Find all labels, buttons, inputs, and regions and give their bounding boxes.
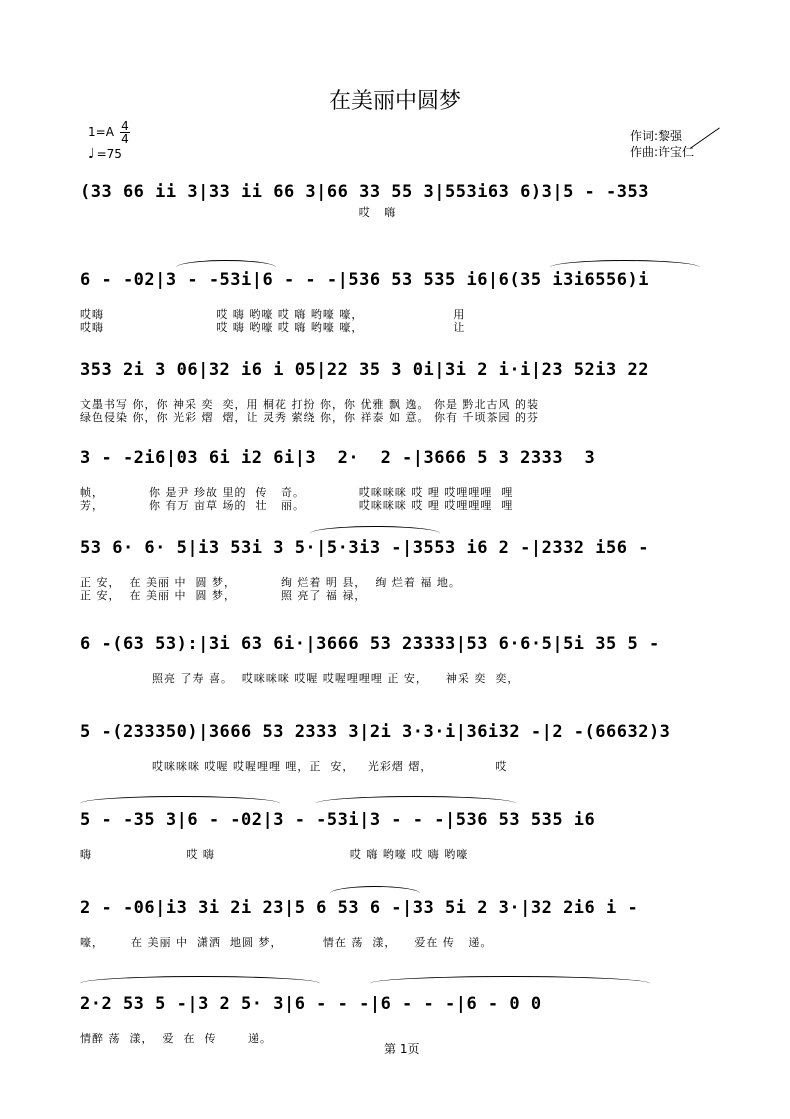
- notation-line: 5 - -35 3|6 - -02|3 - -53i|3 - - -|536 53 535 i6: [80, 810, 596, 830]
- notation-line: 53 6· 6· 5|i3 53i 3 5·|5·3i3 -|3553 i6 2 -|2332 i56 -: [80, 538, 649, 558]
- notation-line: 6 -(63 53):|3i 63 6i·|3666 53 23333|53 6·6·5|5i 35 5 -: [80, 634, 660, 654]
- lyric-line-1: 正 安， 在 美丽 中 圆 梦， 绚 烂着 明 县， 绚 烂着 福 地。: [80, 576, 461, 589]
- lyric-line-1: 照亮 了寿 喜。 哎咪咪咪 哎喔 哎喔哩哩哩 正 安， 神采 奕 奕，: [80, 672, 520, 685]
- lyric-line-2: 正 安， 在 美丽 中 圆 梦， 照 亮了 福 禄，: [80, 589, 367, 602]
- notation-line: 353 2i 3 06|32 i6 i 05|22 35 3 0i|3i 2 i·i|23 52i3 22: [80, 360, 649, 380]
- key-signature-block: [88, 120, 130, 162]
- key-label: 1=A: [88, 125, 114, 139]
- notation-line: 3 - -2i6|03 6i i2 6i|3 2· 2 -|3666 5 3 2333 3: [80, 448, 596, 468]
- notation-line: 6 - -02|3 - -53i|6 - - -|536 53 535 i6|6(35 i3i6556)i: [80, 270, 649, 290]
- notation-line: 5 -(233350)|3666 53 2333 3|2i 3·3·i|36i32 -|2 -(66632)3: [80, 722, 671, 742]
- lyric-line-2: 芳， 你 有万 亩草 场的 壮 丽。 哎咪咪咪 哎 哩 哎哩哩哩 哩: [80, 499, 514, 512]
- composer-credit: 作曲:许宝仁: [630, 145, 695, 159]
- page-number: 第 1页: [384, 1042, 420, 1056]
- lyric-line-1: 帧， 你 是尹 珍故 里的 传 奇。 哎咪咪咪 哎 哩 哎哩哩哩 哩: [80, 486, 514, 499]
- credits-block: [630, 128, 694, 160]
- notation-line: (33 66 ii 3|33 ii 66 3|66 33 55 3|553i63 6)3|5 - -353: [80, 182, 660, 202]
- notation-line: 2·2 53 5 -|3 2 5· 3|6 - - -|6 - - -|6 - 0 0: [80, 994, 542, 1014]
- song-title: 在美丽中圆梦: [328, 89, 461, 114]
- lyric-line-1: 嚎， 在 美丽 中 潇洒 地圆 梦， 情在 荡 漾， 爱在 传 递。: [80, 936, 493, 949]
- lyric-line-1: 嗨 哎 嗨 哎 嗨 哟嚎 哎 嗨 哟嚎: [80, 848, 469, 861]
- lyric-line-2: 哎嗨 哎 嗨 哟嚎 哎 嗨 哟嚎 嚎， 让: [80, 321, 466, 334]
- lyricist-credit: 作词:黎强: [630, 129, 683, 143]
- notation-line: 2 - -06|i3 3i 2i 23|5 6 53 6 -|33 5i 2 3·|32 2i6 i -: [80, 898, 639, 918]
- quarter-note-icon: ♩: [88, 146, 95, 162]
- lyric-line-1: 文墨书写 你，你 神采 奕 奕，用 桐花 打扮 你，你 优雅 飘 逸。 你是 黔北古风 的装: [80, 398, 539, 411]
- tempo-label: =75: [96, 147, 122, 161]
- lyric-line-1: 哎 嗨: [80, 206, 397, 219]
- lyric-line-2: 绿色侵染 你，你 光彩 熠 熠，让 灵秀 萦绕 你，你 祥泰 如 意。 你有 千顷茶园 的芬: [80, 411, 539, 424]
- time-signature: $\frac{4}{4}$: [121, 119, 129, 146]
- lyric-line-1: 哎咪咪咪 哎喔 哎喔哩哩 哩，正 安， 光彩熠 熠， 哎: [80, 760, 508, 773]
- credit-divider: [690, 127, 720, 148]
- lyric-line-1: 情醉 荡 漾， 爱 在 传 递。: [80, 1032, 272, 1045]
- lyric-line-1: 哎嗨 哎 嗨 哟嚎 哎 嗨 哟嚎 嚎， 用: [80, 308, 466, 321]
